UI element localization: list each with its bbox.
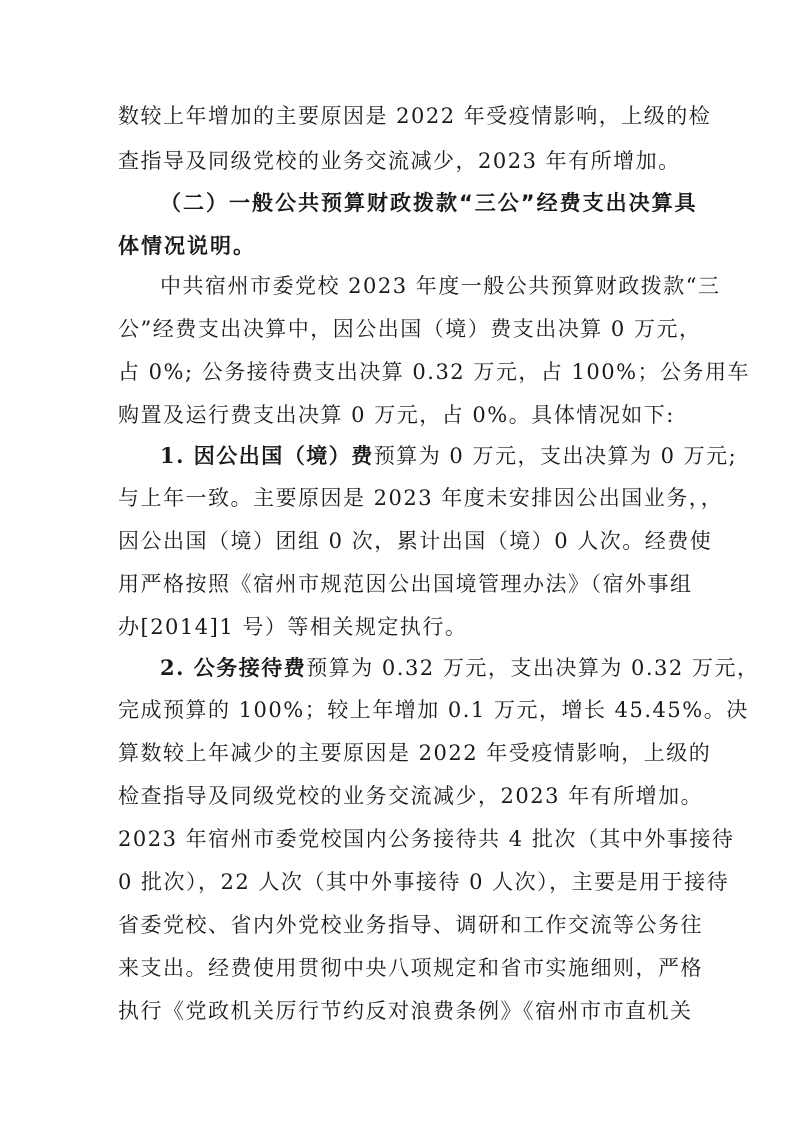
paragraph-line: 用严格按照《宿州市规范因公出国境管理办法》（宿外事组 [118,572,693,596]
subsection-text: 预算为 0 万元，支出决算为 0 万元; [373,444,738,468]
paragraph-line: 与上年一致。主要原因是 2023 年度未安排因公出国业务，， [118,486,724,510]
paragraph-line: 中共宿州市委党校 2023 年度一般公共预算财政拨款“三 [160,274,721,298]
paragraph-line: 执行《党政机关厉行节约反对浪费条例》《宿州市市直机关 [118,999,693,1023]
subsection-title: 2. 公务接待费 [160,655,307,680]
subsection-text: 预算为 0.32 万元，支出决算为 0.32 万元， [306,656,760,680]
paragraph-line: 0 批次），22 人次（其中外事接待 0 人次），主要是用于接待 [118,870,730,894]
paragraph-line: 办[2014]1 号）等相关规定执行。 [118,615,468,639]
paragraph-line: 检查指导及同级党校的业务交流减少，2023 年有所增加。 [118,784,704,808]
section-heading: （二）一般公共预算财政拨款“三公”经费支出决算具 [160,191,698,215]
paragraph-line: 来支出。经费使用贯彻中央八项规定和省市实施细则，严格 [118,956,703,980]
paragraph-line: 数较上年增加的主要原因是 2022 年受疫情影响，上级的检 [118,104,712,128]
paragraph-line: 公”经费支出决算中，因公出国（境）费支出决算 0 万元， [118,317,702,341]
subsection-line [160,441,738,471]
subsection-line [160,653,760,683]
paragraph-line: 查指导及同级党校的业务交流减少，2023 年有所增加。 [118,149,681,173]
paragraph-line: 省委党校、省内外党校业务指导、调研和工作交流等公务往 [118,913,703,937]
section-heading-continued: 体情况说明。 [118,234,256,258]
paragraph-line: 购置及运行费支出决算 0 万元，占 0%。具体情况如下: [118,403,675,427]
paragraph-line: 完成预算的 100%；较上年增加 0.1 万元，增长 45.45%。决 [118,698,749,722]
subsection-title: 1. 因公出国（境）费 [160,443,374,468]
paragraph-line: 占 0%; 公务接待费支出决算 0.32 万元，占 100%；公务用车 [118,360,751,384]
paragraph-line: 因公出国（境）团组 0 次，累计出国（境）0 人次。经费使 [118,529,713,553]
paragraph-line: 算数较上年减少的主要原因是 2022 年受疫情影响，上级的 [118,741,712,765]
paragraph-line: 2023 年宿州市委党校国内公务接待共 4 批次（其中外事接待 [118,827,735,851]
